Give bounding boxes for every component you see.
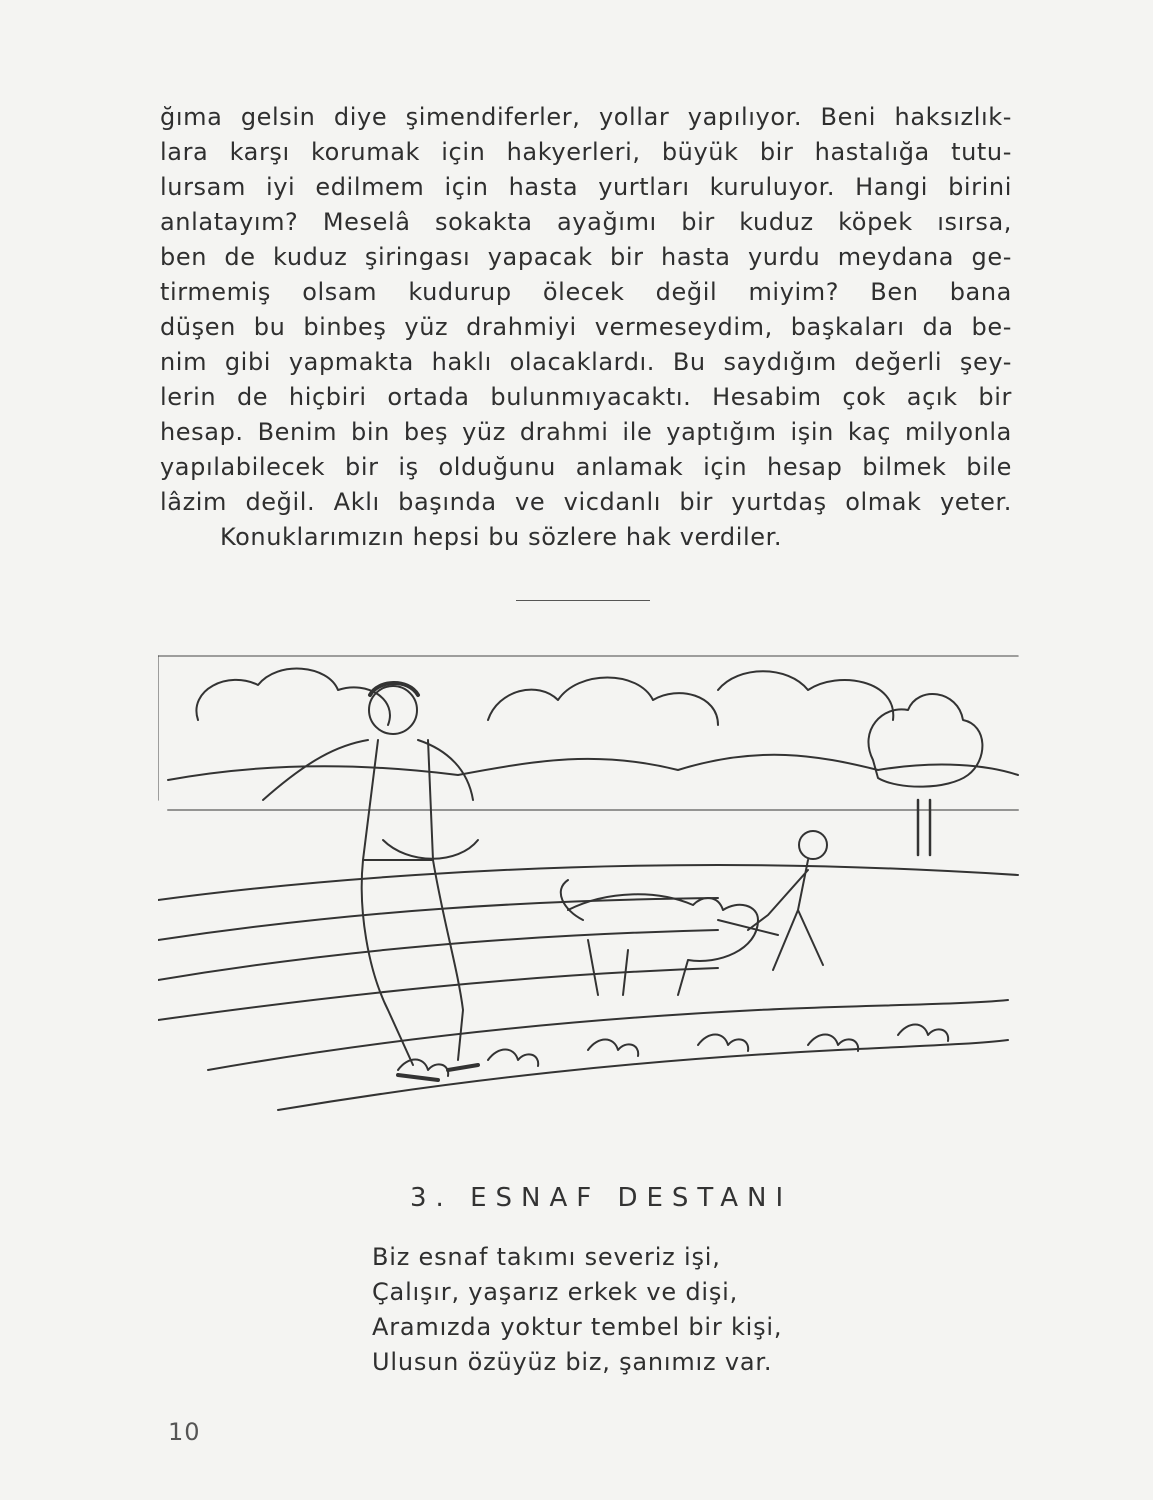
- page-number: 10: [168, 1418, 201, 1446]
- prose-line: nim gibi yapmakta haklı olacaklardı. Bu saydığım değerli şey-: [160, 348, 1012, 376]
- prose-line: anlatayım? Meselâ sokakta ayağımı bir kuduz köpek ısırsa,: [160, 208, 1012, 236]
- prose-line: ben de kuduz şiringası yapacak bir hasta yurdu meydana ge-: [160, 243, 1012, 271]
- prose-line: lara karşı korumak için hakyerleri, büyük bir hastalığa tutu-: [160, 138, 1012, 166]
- section-title: 3. ESNAF DESTANI: [410, 1183, 793, 1213]
- prose-paragraph: [160, 100, 1012, 555]
- prose-line: hesap. Benim bin beş yüz drahmi ile yaptığım işin kaç milyonla: [160, 418, 1012, 446]
- prose-line: yapılabilecek bir iş olduğunu anlamak için hesap bilmek bile: [160, 453, 1012, 481]
- poem-line: Çalışır, yaşarız erkek ve dişi,: [372, 1278, 739, 1306]
- poem-line: Aramızda yoktur tembel bir kişi,: [372, 1313, 783, 1341]
- poem-line: Ulusun özüyüz biz, şanımız var.: [372, 1348, 773, 1376]
- prose-line: ğıma gelsin diye şimendiferler, yollar yapılıyor. Beni haksızlık-: [160, 103, 1012, 131]
- prose-line: lursam iyi edilmem için hasta yurtları kuruluyor. Hangi birini: [160, 173, 1012, 201]
- prose-line-final: Konuklarımızın hepsi bu sözlere hak verdiler.: [220, 523, 783, 551]
- section-divider: [516, 600, 650, 601]
- prose-line: düşen bu binbeş yüz drahmiyi vermeseydim, başkaları da be-: [160, 313, 1012, 341]
- prose-line: lerin de hiçbiri ortada bulunmıyacaktı. Hesabim çok açık bir: [160, 383, 1012, 411]
- poem-stanza: [372, 1240, 782, 1380]
- poem-line: Biz esnaf takımı severiz işi,: [372, 1243, 721, 1271]
- prose-line: tirmemiş olsam kudurup ölecek değil miyim? Ben bana: [160, 278, 1012, 306]
- farm-illustration: [158, 650, 1028, 1120]
- prose-line: lâzim değil. Aklı başında ve vicdanlı bir yurtdaş olmak yeter.: [160, 488, 1012, 516]
